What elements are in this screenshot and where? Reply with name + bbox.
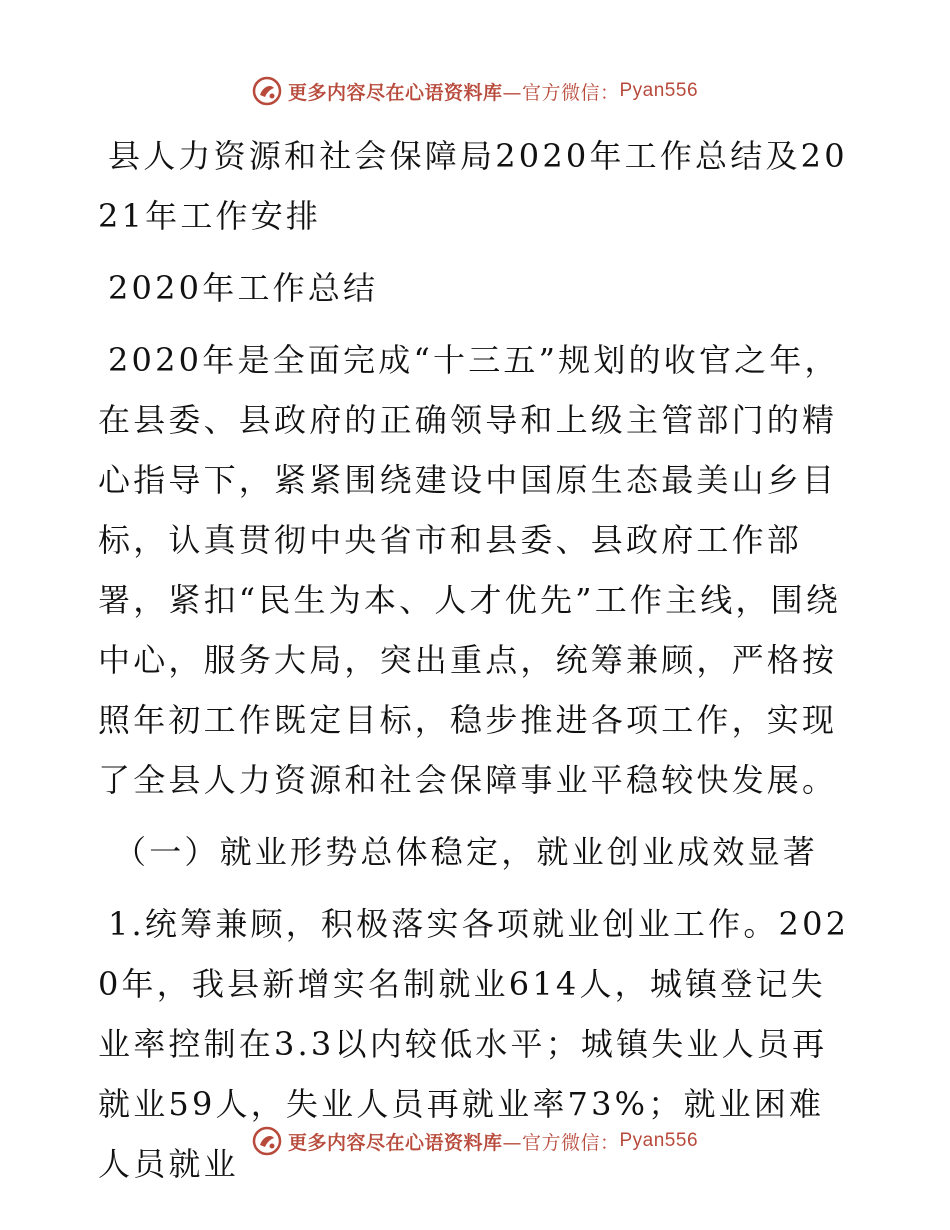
document-body	[98, 126, 854, 1206]
watermark-separator: —官方微信：	[502, 81, 620, 104]
watermark-footer	[0, 1126, 950, 1156]
watermark-site-text: 更多内容尽在心语资料库	[287, 81, 503, 104]
intro-paragraph: 2020年是全面完成“十三五”规划的收官之年，在县委、县政府的正确领导和上级主管部门的精心指导下，紧紧围绕建设中国原生态最美山乡目标，认真贯彻中央省市和县委、县政府工作部署，紧扣“民生为本、人才优先”工作主线，围绕中心，服务大局，突出重点，统筹兼顾，严格按照年初工作既定目标，稳步推进各项工作，实现了全县人力资源和社会保障事业平稳较快发展。	[98, 341, 842, 799]
watermark-wechat-id: Pyan556	[619, 80, 699, 101]
watermark-separator: —官方微信：	[502, 1131, 620, 1154]
seal-logo-icon	[252, 76, 282, 106]
watermark-wechat-id: Pyan556	[619, 1130, 699, 1151]
document-title: 县人力资源和社会保障局2020年工作总结及2021年工作安排	[98, 137, 848, 235]
watermark-site-text: 更多内容尽在心语资料库	[287, 1131, 503, 1154]
item1-paragraph: 1.统筹兼顾，积极落实各项就业创业工作。2020年，我县新增实名制就业614人，城镇登记失业率控制在3.3以内较低水平；城镇失业人员再就业59人，失业人员再就业率73%；就业困难人员就业	[98, 905, 850, 1183]
section-heading: 2020年工作总结	[108, 269, 379, 307]
subsection-heading: （一）就业形势总体稳定，就业创业成效显著	[114, 833, 819, 871]
watermark-header	[0, 76, 950, 106]
seal-logo-icon	[252, 1126, 282, 1156]
